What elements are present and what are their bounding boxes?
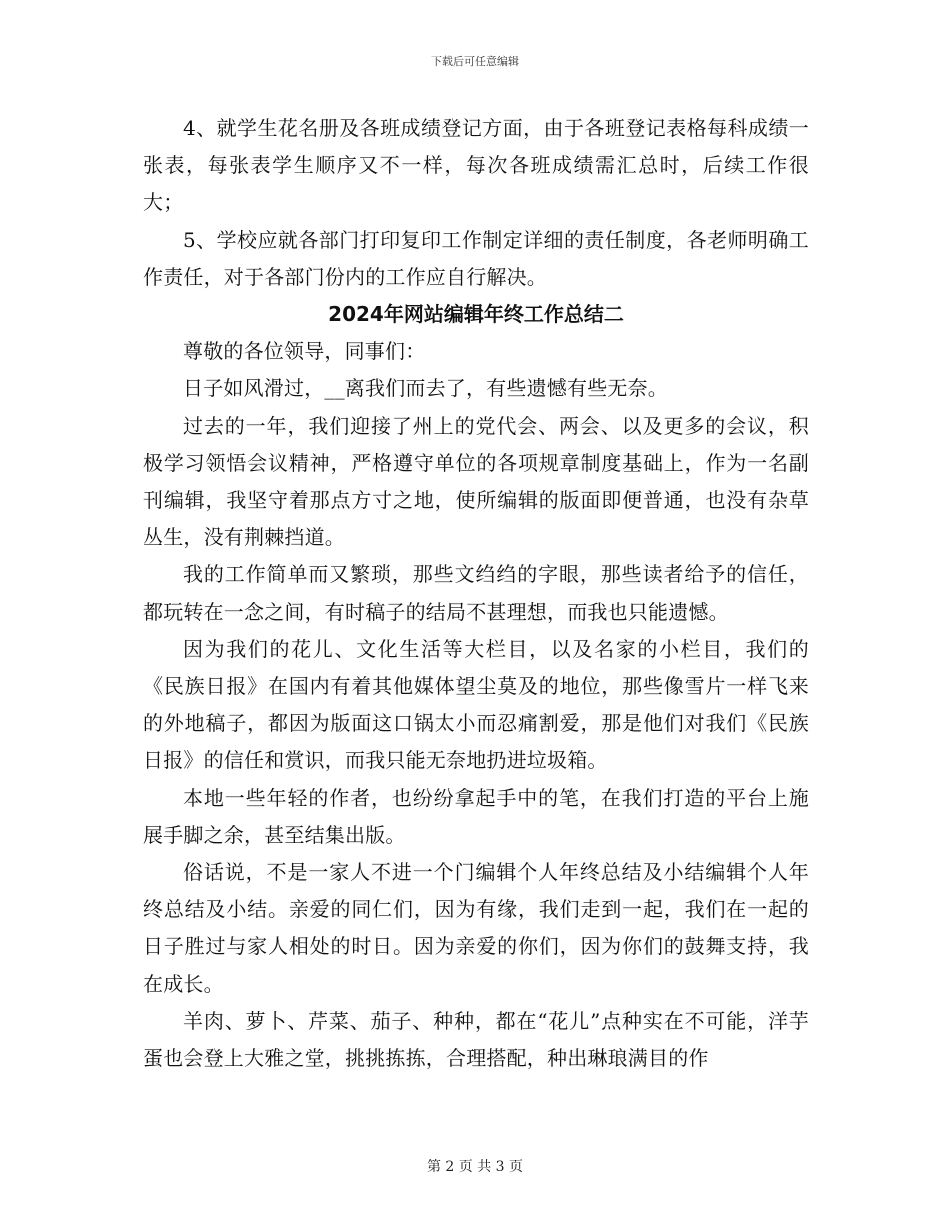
paragraph-vegetables: 羊肉、萝卜、芹菜、茄子、种种，都在“花儿”点种实在不可能，洋芋蛋也会登上大雅之堂，挑挑拣拣，合理搭配，种出琳琅满目的作 [143,1008,809,1071]
page-footer: 第 2 页 共 3 页 [426,1159,524,1175]
paragraph-item-4: 4、就学生花名册及各班成绩登记方面，由于各班登记表格每科成绩一张表，每张表学生顺序又不一样，每次各班成绩需汇总时，后续工作很大； [143,116,809,215]
paragraph-opening: 日子如风滑过，__离我们而去了，有些遗憾有些无奈。 [183,376,668,401]
paragraph-past-year: 过去的一年，我们迎接了州上的党代会、两会、以及更多的会议，积极学习领悟会议精神，严格遵守单位的各项规章制度基础上，作为一名副刊编辑，我坚守着那点方寸之地，使所编辑的版面即便普通，也没有杂草丛生，没有荆棘挡道。 [143,413,809,550]
paragraph-item-5: 5、学校应就各部门打印复印工作制定详细的责任制度，各老师明确工作责任，对于各部门份内的工作应自行解决。 [143,227,809,289]
paragraph-columns: 因为我们的花儿、文化生活等大栏目，以及名家的小栏目，我们的《民族日报》在国内有着其他媒体望尘莫及的地位，那些像雪片一样飞来的外地稿子，都因为版面这口锅太小而忍痛割爱，那是他们对我们《民族日报》的信任和赏识，而我只能无奈地扔进垃圾箱。 [143,636,809,773]
paragraph-salutation: 尊敬的各位领导，同事们： [183,339,426,364]
section-heading: 2024年网站编辑年终工作总结二 [328,302,624,327]
paragraph-colleagues: 俗话说，不是一家人不进一个门编辑个人年终总结及小结编辑个人年终总结及小结。亲爱的同仁们，因为有缘，我们走到一起，我们在一起的日子胜过与家人相处的时日。因为亲爱的你们，因为你们的鼓舞支持，我在成长。 [143,860,809,996]
paragraph-work: 我的工作简单而又繁琐，那些文绉绉的字眼，那些读者给予的信任，都玩转在一念之间，有时稿子的结局不甚理想，而我也只能遗憾。 [143,562,809,624]
paragraph-local-authors: 本地一些年轻的作者，也纷纷拿起手中的笔，在我们打造的平台上施展手脚之余，甚至结集出版。 [143,785,809,847]
document-body [143,110,809,1077]
page-header: 下载后可任意编辑 [431,55,519,68]
